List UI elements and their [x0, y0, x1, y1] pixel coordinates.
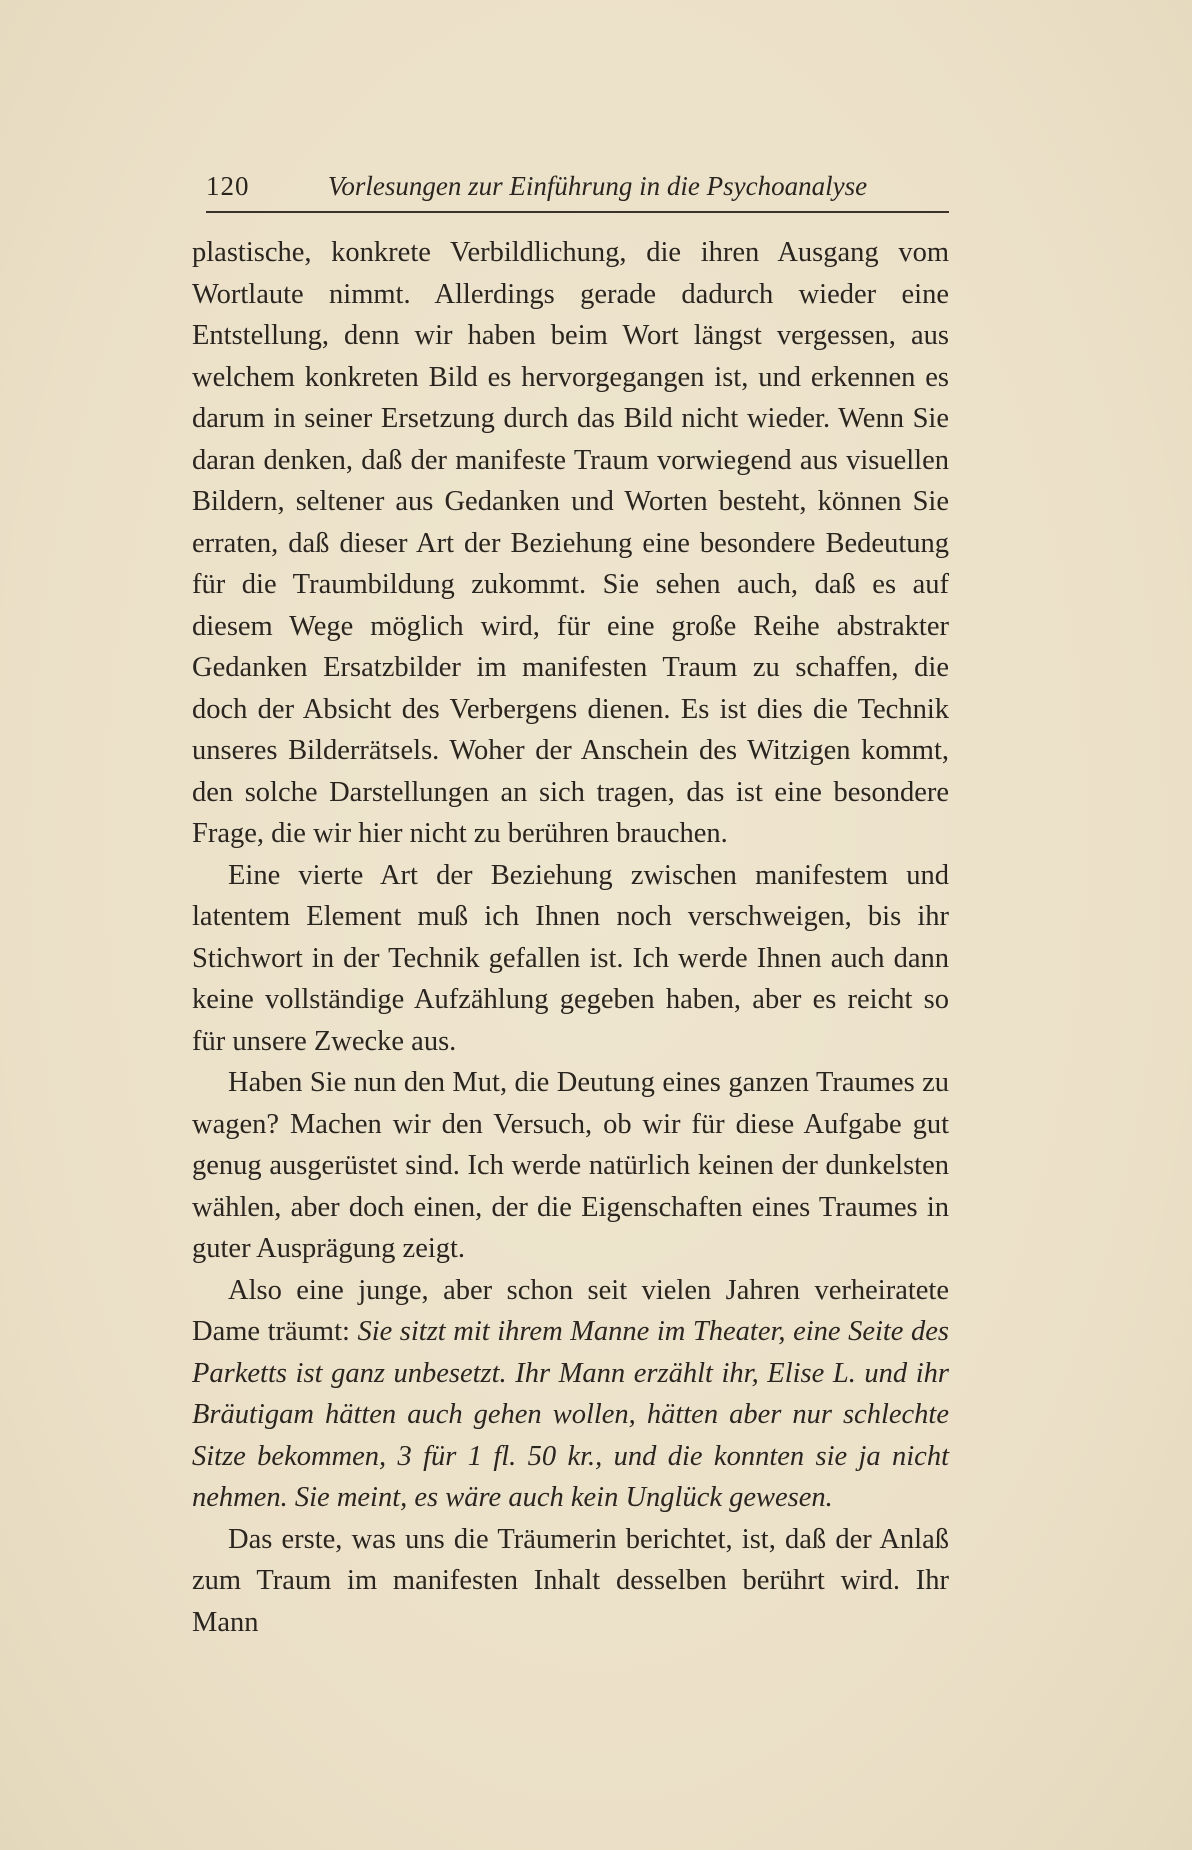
paragraph-4-lead: Also eine junge, aber schon seit vielen Jahren verheiratete Dame träumt: — [192, 1274, 949, 1347]
body-text — [192, 232, 949, 1643]
page-number: 120 — [206, 171, 250, 201]
dream-report: Sie sitzt mit ihrem Manne im Theater, eine Seite des Parketts ist ganz unbesetzt. Ihr Mann erzählt ihr, Elise L. und ihr Bräutigam hätten auch gehen wollen, hätten aber nur schlechte Sitze bekommen, 3 für 1 fl. 50 kr., und die konnten sie ja nicht nehmen. Sie meint, es wäre auch kein Unglück gewesen. — [192, 1316, 949, 1513]
paragraph-1: plastische, konkrete Verbildlichung, die ihren Ausgang vom Wortlaute nimmt. Allerdings gerade dadurch wieder eine Entstellung, denn wir haben beim Wort längst vergessen, aus welchem konkreten Bild es hervorgegangen ist, und erkennen es darum in seiner Ersetzung durch das Bild nicht wieder. Wenn Sie daran denken, daß der manifeste Traum vorwiegend aus visuellen Bildern, seltener aus Gedanken und Worten besteht, können Sie erraten, daß dieser Art der Beziehung eine besondere Bedeutung für die Traumbildung zukommt. Sie sehen auch, daß es auf diesem Wege möglich wird, für eine große Reihe abstrakter Gedanken Ersatzbilder im manifesten Traum zu schaffen, die doch der Absicht des Verbergens dienen. Es ist dies die Technik unseres Bilderrätsels. Woher der Anschein des Witzigen kommt, den solche Darstellungen an sich tragen, das ist eine besondere Frage, die wir hier nicht zu berühren brauchen. — [192, 237, 949, 849]
paragraph-5: Das erste, was uns die Träumerin berichtet, ist, daß der Anlaß zum Traum im manifesten Inhalt desselben berührt wird. Ihr Mann — [192, 1523, 949, 1638]
paragraph-2: Eine vierte Art der Beziehung zwischen manifestem und latentem Element muß ich Ihnen noch verschweigen, bis ihr Stichwort in der Technik gefallen ist. Ich werde Ihnen auch dann keine vollständige Aufzählung gegeben haben, aber es reicht so für unsere Zwecke aus. — [192, 859, 949, 1057]
running-head — [206, 166, 949, 206]
header-rule — [206, 211, 949, 213]
paragraph-3: Haben Sie nun den Mut, die Deutung eines ganzen Traumes zu wagen? Machen wir den Versuch, ob wir für diese Aufgabe gut genug ausgerüstet sind. Ich werde natürlich keinen der dunkelsten wählen, aber doch einen, der die Eigenschaften eines Traumes in guter Ausprägung zeigt. — [192, 1067, 949, 1264]
paragraph-4 — [192, 1270, 949, 1519]
running-title: Vorlesungen zur Einführung in die Psychoanalyse — [327, 171, 868, 201]
